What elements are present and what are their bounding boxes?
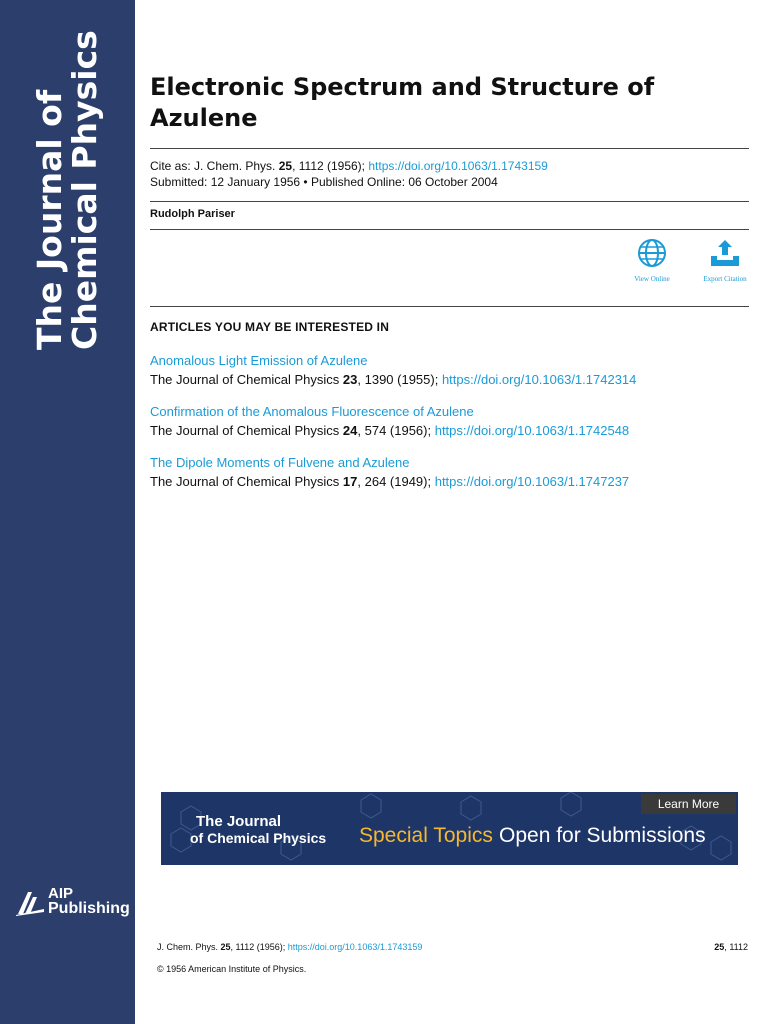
related-article-citation — [150, 370, 749, 389]
citation-journal: The Journal of Chemical Physics — [150, 423, 343, 438]
citation-rest: , 1390 (1955); — [357, 372, 442, 387]
citation-journal: The Journal of Chemical Physics — [150, 474, 343, 489]
learn-more-button[interactable]: Learn More — [641, 794, 736, 814]
divider — [150, 201, 749, 202]
citation-rest: , 264 (1949); — [357, 474, 435, 489]
footer-page-volume: 25 — [714, 942, 725, 952]
divider — [150, 229, 749, 230]
related-article — [150, 453, 749, 491]
divider — [150, 306, 749, 307]
citation-volume: 17 — [342, 474, 358, 489]
author-name: Rudolph Pariser — [150, 208, 235, 220]
aip-logo-icon — [16, 888, 44, 916]
journal-name-line2: Chemical Physics — [65, 30, 104, 350]
related-article-title[interactable]: Anomalous Light Emission of Azulene — [150, 353, 368, 368]
footer-cite-volume: 25 — [220, 942, 231, 952]
citation-line — [150, 158, 548, 174]
export-icon — [708, 238, 742, 268]
divider — [150, 148, 749, 149]
journal-name-vertical — [32, 30, 102, 350]
publication-dates: Submitted: 12 January 1956 • Published Online: 06 October 2004 — [150, 175, 498, 189]
footer-cite-prefix: J. Chem. Phys. — [157, 942, 221, 952]
related-article-citation — [150, 421, 749, 440]
footer-doi-link[interactable]: https://doi.org/10.1063/1.1743159 — [287, 942, 423, 952]
banner-journal-line1: The Journal — [196, 813, 282, 830]
banner-open-submissions: Open for Submissions — [499, 824, 706, 847]
citation-volume: 24 — [342, 423, 358, 438]
footer-cite-rest: , 1112 (1956); — [230, 942, 288, 952]
footer-page-ref — [714, 941, 748, 953]
view-online-label: View Online — [634, 275, 670, 283]
journal-name-line1: The Journal of — [30, 89, 69, 350]
publisher-line2: Publishing — [48, 900, 130, 917]
citation-journal: The Journal of Chemical Physics — [150, 372, 343, 387]
export-citation-label: Export Citation — [703, 275, 747, 283]
related-doi-link[interactable]: https://doi.org/10.1063/1.1742548 — [434, 423, 630, 438]
aip-publishing-logo[interactable] — [16, 886, 131, 920]
banner-journal-line2: of Chemical Physics — [190, 830, 327, 846]
related-doi-link[interactable]: https://doi.org/10.1063/1.1742314 — [441, 372, 637, 387]
doi-link[interactable]: https://doi.org/10.1063/1.1743159 — [368, 159, 548, 173]
article-title: Electronic Spectrum and Structure of Azulene — [150, 73, 655, 132]
export-citation-button[interactable] — [695, 238, 755, 283]
footer-page-rest: , 1112 — [724, 942, 748, 952]
cite-volume: 25 — [278, 159, 293, 173]
citation-rest: , 574 (1956); — [357, 423, 435, 438]
special-topics-banner[interactable] — [161, 792, 738, 865]
journal-sidebar — [0, 0, 135, 1024]
related-article — [150, 351, 749, 389]
footer-citation — [157, 941, 422, 953]
related-article-citation — [150, 472, 749, 491]
banner-special-topics: Special Topics — [359, 824, 493, 847]
cite-rest: , 1112 (1956); — [292, 159, 369, 173]
cite-prefix: Cite as: J. Chem. Phys. — [150, 159, 279, 173]
globe-icon — [637, 238, 667, 268]
related-article — [150, 402, 749, 440]
copyright-notice: © 1956 American Institute of Physics. — [157, 964, 307, 974]
citation-volume: 23 — [342, 372, 358, 387]
view-online-button[interactable] — [622, 238, 682, 283]
related-articles-heading: ARTICLES YOU MAY BE INTERESTED IN — [150, 320, 390, 334]
related-doi-link[interactable]: https://doi.org/10.1063/1.1747237 — [434, 474, 630, 489]
related-article-title[interactable]: Confirmation of the Anomalous Fluorescence of Azulene — [150, 404, 474, 419]
publisher-line1: AIP — [48, 885, 74, 902]
related-article-title[interactable]: The Dipole Moments of Fulvene and Azulene — [150, 455, 410, 470]
